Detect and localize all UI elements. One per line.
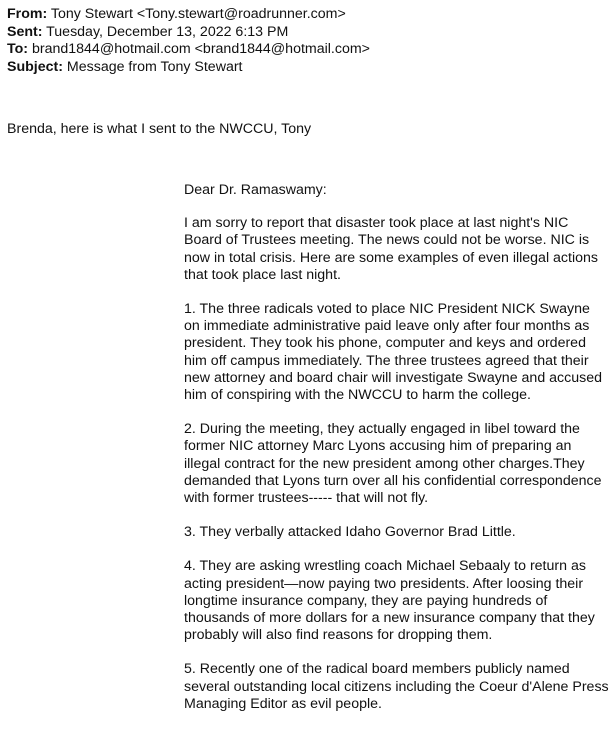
sent-value: Tuesday, December 13, 2022 6:13 PM [46,23,289,40]
letter-paragraph: 5. Recently one of the radical board members publicly named several outstanding local citizens including the Coeur d'Alene Press Managing Editor as evil people. [184,661,609,712]
letter-paragraph: 1. The three radicals voted to place NIC President NICK Swayne on immediate administrative paid leave only after four months as president. They took his phone, computer and keys and ordered him off campus immediately. The three trustees agreed that their new attorney and board chair will investigate Swayne and accused him of conspiring with the NWCCU to harm the college. [184,301,602,404]
letter-paragraph: 4. They are asking wrestling coach Michael Sebaaly to return as acting president—now paying two presidents. After loosing their longtime insurance company, they are paying hundreds of thousands of more dollars for a new insurance company that they probably will also find reasons for dropping them. [184,558,595,644]
to-label: To: [7,41,29,57]
sent-line [7,24,370,42]
email-header [7,6,370,76]
subject-label: Subject: [7,58,63,75]
to-value: brand1844@hotmail.com <brand1844@hotmail.com> [31,41,370,57]
letter-paragraph: I am sorry to report that disaster took place at last night's NIC Board of Trustees meeting. The news could not be worse. NIC is now in total crisis. Here are some examples of even illegal actions that took place last night. [184,215,598,283]
intro-note: Brenda, here is what I sent to the NWCCU, Tony [7,121,312,137]
sent-label: Sent: [7,23,43,40]
letter-paragraph: 2. During the meeting, they actually engaged in libel toward the former NIC attorney Marc Lyons accusing him of preparing an illegal contract for the new president among other charges.They demanded that Lyons turn over all his confidential correspondence with former trustees----- that will not fly. [184,421,602,507]
from-label: From: [7,6,48,22]
letter-body [184,182,609,730]
from-value: Tony Stewart <Tony.stewart@roadrunner.com> [50,6,346,22]
subject-value: Message from Tony Stewart [66,58,243,75]
letter-salutation: Dear Dr. Ramaswamy: [184,182,327,198]
letter-paragraph: 3. They verbally attacked Idaho Governor Brad Little. [184,524,516,541]
subject-line [7,59,370,77]
to-line [7,41,370,59]
from-line [7,6,370,24]
